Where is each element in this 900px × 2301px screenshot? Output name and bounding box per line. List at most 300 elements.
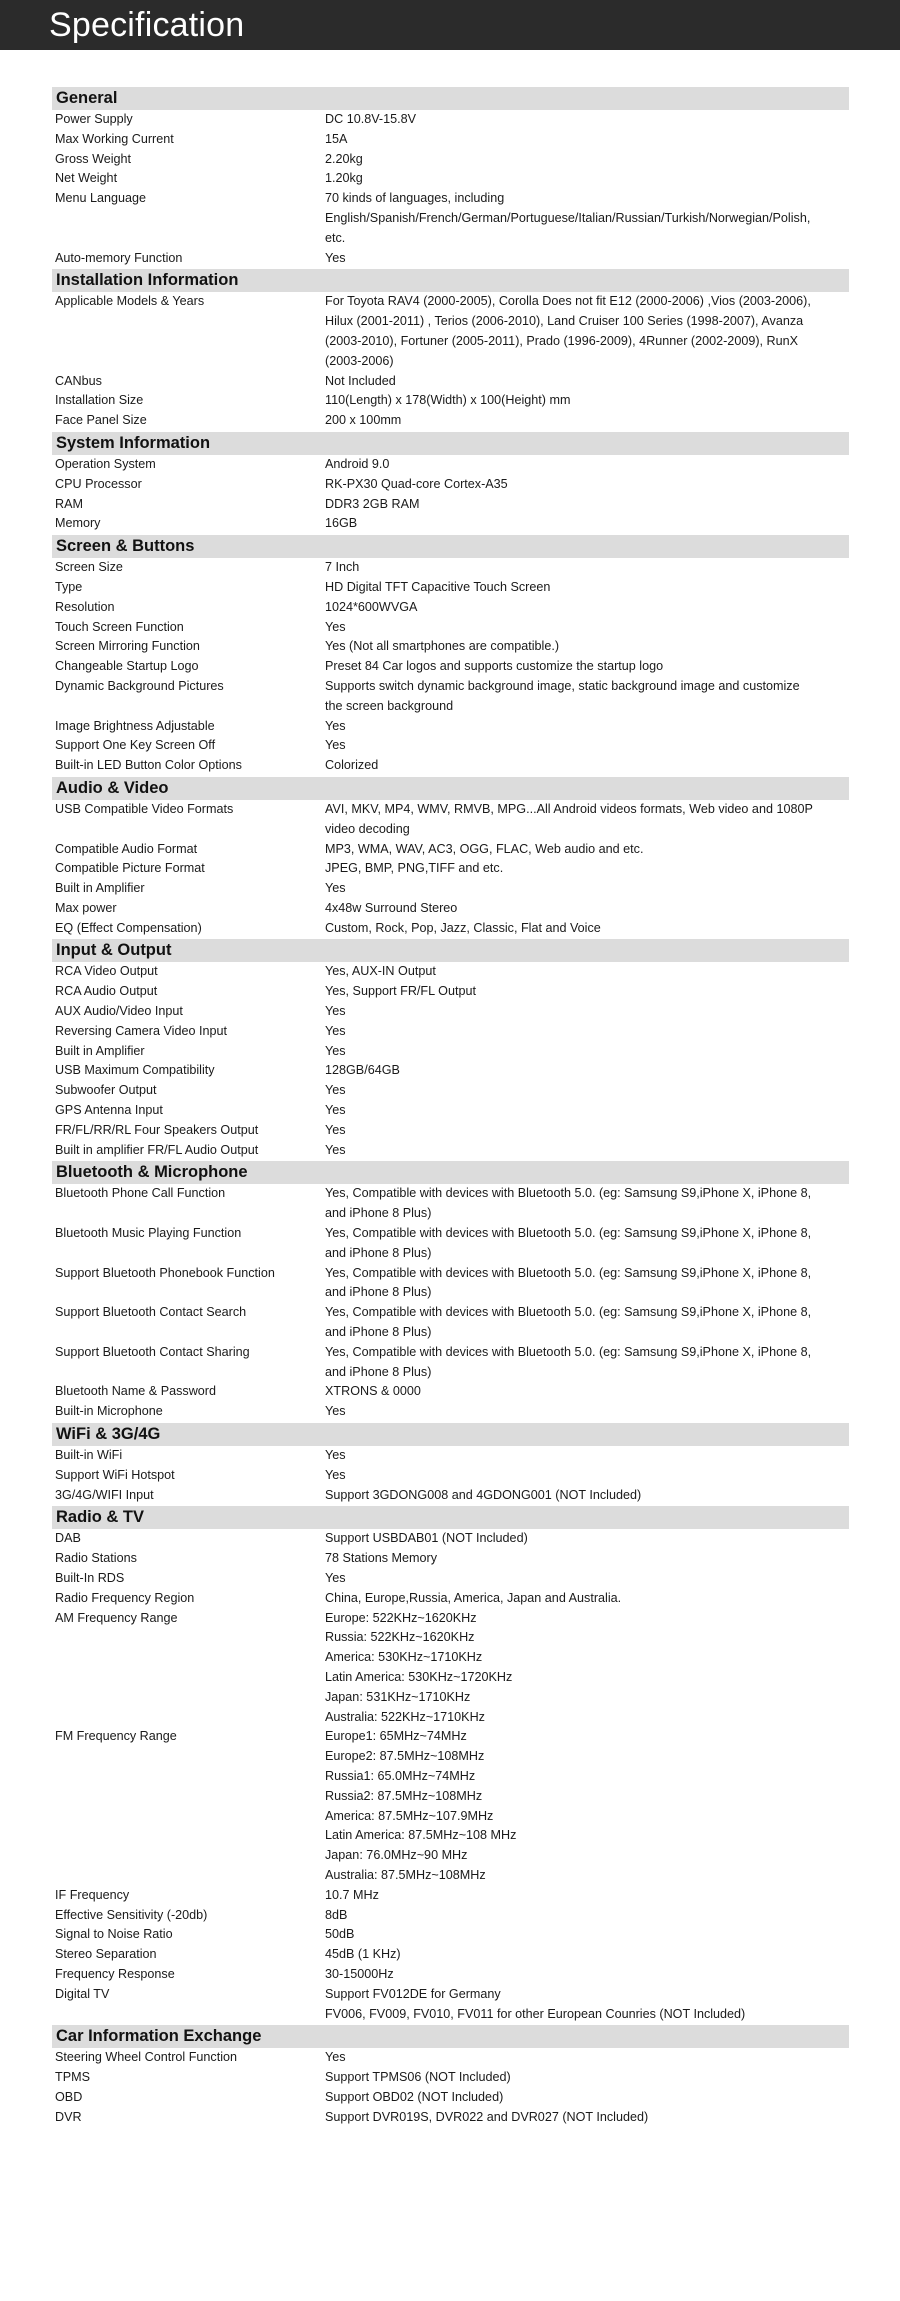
section-header: Installation Information (52, 269, 849, 292)
spec-value (325, 1081, 845, 1101)
spec-row (52, 1141, 849, 1161)
spec-label: Signal to Noise Ratio (55, 1927, 173, 1942)
section-header: System Information (52, 432, 849, 455)
spec-value (325, 1264, 845, 1304)
spec-label: Support One Key Screen Off (55, 738, 216, 753)
spec-label: Operation System (55, 456, 156, 471)
spec-value (325, 169, 845, 189)
spec-row (52, 1264, 849, 1304)
spec-value-line: Support FV012DE for Germany (325, 1986, 501, 2001)
spec-value (325, 1446, 845, 1466)
spec-value (325, 475, 845, 495)
spec-value (325, 1382, 845, 1402)
spec-value (325, 1945, 845, 1965)
spec-value (325, 618, 845, 638)
spec-value-line: video decoding (325, 821, 410, 836)
spec-value-line: Japan: 531KHz~1710KHz (325, 1689, 471, 1704)
spec-row (52, 1727, 849, 1885)
spec-row (52, 1121, 849, 1141)
spec-label: RAM (55, 496, 83, 511)
spec-row (52, 475, 849, 495)
spec-value (325, 756, 845, 776)
spec-value-line: the screen background (325, 698, 454, 713)
spec-value (325, 657, 845, 677)
spec-row (52, 189, 849, 248)
spec-label: Bluetooth Phone Call Function (55, 1186, 226, 1201)
spec-value-line: Support USBDAB01 (NOT Included) (325, 1531, 528, 1546)
spec-value (325, 391, 845, 411)
spec-value (325, 1609, 845, 1728)
spec-label: USB Maximum Compatibility (55, 1063, 215, 1078)
spec-label: Max power (55, 900, 117, 915)
spec-value (325, 800, 845, 840)
spec-label: GPS Antenna Input (55, 1103, 163, 1118)
spec-label: Net Weight (55, 171, 118, 186)
spec-value (325, 2108, 845, 2128)
spec-value-line: MP3, WMA, WAV, AC3, OGG, FLAC, Web audio and etc. (325, 841, 644, 856)
spec-value (325, 1727, 845, 1885)
spec-value (325, 411, 845, 431)
spec-value (325, 1042, 845, 1062)
spec-value-line: For Toyota RAV4 (2000-2005), Corolla Does not fit E12 (2000-2006) ,Vios (2003-2006), (325, 294, 811, 309)
spec-value (325, 249, 845, 269)
spec-value-line: and iPhone 8 Plus) (325, 1285, 432, 1300)
spec-value-line: Yes (325, 250, 346, 265)
spec-value-line: Yes (325, 619, 346, 634)
spec-row (52, 637, 849, 657)
spec-row (52, 1985, 849, 2025)
spec-value-line: and iPhone 8 Plus) (325, 1364, 432, 1379)
spec-value-line: Yes (Not all smartphones are compatible.) (325, 639, 560, 654)
spec-value (325, 1965, 845, 1985)
spec-value-line: Japan: 76.0MHz~90 MHz (325, 1848, 468, 1863)
spec-value-line: Yes (325, 1083, 346, 1098)
spec-value-line: Yes, AUX-IN Output (325, 964, 436, 979)
spec-value-line: Europe2: 87.5MHz~108MHz (325, 1749, 485, 1764)
spec-row (52, 514, 849, 534)
spec-row (52, 1022, 849, 1042)
spec-value-line: 15A (325, 131, 348, 146)
spec-value-line: Yes, Compatible with devices with Bluetooth 5.0. (eg: Samsung S9,iPhone X, iPhone 8, (325, 1226, 812, 1241)
spec-value-line: Android 9.0 (325, 456, 390, 471)
spec-row (52, 391, 849, 411)
spec-value-line: Yes (325, 1571, 346, 1585)
spec-value (325, 962, 845, 982)
spec-label: AM Frequency Range (55, 1610, 178, 1625)
spec-value (325, 1529, 845, 1549)
spec-value (325, 1303, 845, 1343)
spec-label: Touch Screen Function (55, 619, 184, 634)
spec-value-line: 50dB (325, 1927, 355, 1942)
spec-row (52, 249, 849, 269)
spec-row (52, 1224, 849, 1264)
spec-value-line: America: 530KHz~1710KHz (325, 1650, 483, 1665)
spec-value-line: JPEG, BMP, PNG,TIFF and etc. (325, 861, 504, 876)
spec-row (52, 150, 849, 170)
spec-label: Digital TV (55, 1986, 110, 2001)
section-header: Input & Output (52, 939, 849, 962)
spec-value (325, 899, 845, 919)
spec-value-line: 16GB (325, 516, 358, 531)
spec-label: USB Compatible Video Formats (55, 801, 234, 816)
spec-value (325, 1141, 845, 1161)
spec-row (52, 1101, 849, 1121)
spec-value (325, 1985, 845, 2025)
spec-value (325, 677, 845, 717)
spec-value (325, 1061, 845, 1081)
spec-value-line: 128GB/64GB (325, 1063, 400, 1078)
spec-value-line: Preset 84 Car logos and supports customize the startup logo (325, 659, 664, 674)
spec-row (52, 558, 849, 578)
spec-label: Bluetooth Music Playing Function (55, 1226, 242, 1241)
spec-value-line: Europe1: 65MHz~74MHz (325, 1729, 467, 1744)
spec-label: Steering Wheel Control Function (55, 2050, 238, 2065)
spec-label: FR/FL/RR/RL Four Speakers Output (55, 1122, 259, 1137)
spec-row (52, 411, 849, 431)
spec-value (325, 736, 845, 756)
spec-label: OBD (55, 2089, 83, 2104)
spec-value (325, 1589, 845, 1609)
spec-value (325, 1101, 845, 1121)
spec-value-line: Yes, Compatible with devices with Bluetooth 5.0. (eg: Samsung S9,iPhone X, iPhone 8, (325, 1265, 812, 1280)
spec-value-line: English/Spanish/French/German/Portuguese/Italian/Russian/Turkish/Norwegian/Polish, (325, 210, 811, 225)
spec-value-line: 2.20kg (325, 151, 363, 166)
section-header: Bluetooth & Microphone (52, 1161, 849, 1184)
spec-label: Stereo Separation (55, 1947, 157, 1962)
spec-label: FM Frequency Range (55, 1729, 177, 1744)
spec-label: Support Bluetooth Contact Search (55, 1305, 247, 1320)
spec-value-line: Yes (325, 1467, 346, 1482)
spec-value-line: 10.7 MHz (325, 1887, 379, 1902)
spec-value-line: Yes (325, 1448, 346, 1463)
spec-label: CPU Processor (55, 476, 142, 491)
spec-value (325, 189, 845, 248)
spec-label: Subwoofer Output (55, 1083, 157, 1098)
spec-row (52, 1446, 849, 1466)
spec-value-line: and iPhone 8 Plus) (325, 1206, 432, 1221)
spec-label: Auto-memory Function (55, 250, 183, 265)
spec-value-line: Yes, Compatible with devices with Bluetooth 5.0. (eg: Samsung S9,iPhone X, iPhone 8, (325, 1344, 812, 1359)
spec-label: Menu Language (55, 191, 147, 206)
spec-label: Bluetooth Name & Password (55, 1384, 217, 1399)
spec-value-line: America: 87.5MHz~107.9MHz (325, 1808, 494, 1823)
spec-row (52, 1303, 849, 1343)
spec-value-line: Yes (325, 738, 346, 753)
spec-row (52, 1061, 849, 1081)
spec-value (325, 840, 845, 860)
spec-row (52, 962, 849, 982)
spec-label: Memory (55, 516, 101, 531)
spec-row (52, 840, 849, 860)
spec-row (52, 1569, 849, 1589)
spec-label: Applicable Models & Years (55, 294, 205, 309)
spec-value (325, 1022, 845, 1042)
spec-value (325, 1466, 845, 1486)
spec-label: Compatible Audio Format (55, 841, 198, 856)
spec-value (325, 1569, 845, 1589)
spec-label: Built in Amplifier (55, 881, 145, 896)
spec-value (325, 514, 845, 534)
spec-value (325, 717, 845, 737)
spec-row (52, 1081, 849, 1101)
spec-label: Gross Weight (55, 151, 132, 166)
spec-value (325, 1002, 845, 1022)
section-header: Car Information Exchange (52, 2025, 849, 2048)
spec-value-line: Support OBD02 (NOT Included) (325, 2089, 504, 2104)
spec-row (52, 1343, 849, 1383)
spec-value (325, 1121, 845, 1141)
spec-value-line: etc. (325, 230, 346, 245)
spec-row (52, 919, 849, 939)
spec-label: Compatible Picture Format (55, 861, 205, 876)
spec-label: Max Working Current (55, 131, 174, 146)
spec-value (325, 372, 845, 392)
section-header: WiFi & 3G/4G (52, 1423, 849, 1446)
spec-value-line: 45dB (1 KHz) (325, 1947, 401, 1962)
spec-value-line: Yes (325, 1103, 346, 1118)
spec-label: Radio Stations (55, 1551, 137, 1566)
spec-value-line: Europe: 522KHz~1620KHz (325, 1610, 477, 1625)
spec-value-line: 4x48w Surround Stereo (325, 900, 458, 915)
spec-value-line: Support 3GDONG008 and 4GDONG001 (NOT Included) (325, 1487, 642, 1502)
spec-value-line: Not Included (325, 373, 396, 388)
spec-value-line: Supports switch dynamic background image, static background image and customize (325, 678, 800, 693)
spec-value-line: Yes (325, 1122, 346, 1137)
spec-row (52, 736, 849, 756)
spec-value (325, 1184, 845, 1224)
spec-value-line: 7 Inch (325, 560, 360, 575)
spec-label: Type (55, 579, 83, 594)
spec-label: Built in amplifier FR/FL Audio Output (55, 1142, 259, 1157)
spec-label: AUX Audio/Video Input (55, 1004, 183, 1019)
spec-value-line: 1024*600WVGA (325, 599, 418, 614)
spec-label: Built-In RDS (55, 1571, 125, 1585)
spec-value-line: 30-15000Hz (325, 1966, 394, 1981)
spec-value-line: HD Digital TFT Capacitive Touch Screen (325, 579, 551, 594)
spec-row (52, 982, 849, 1002)
spec-value-line: Australia: 87.5MHz~108MHz (325, 1867, 486, 1882)
spec-row (52, 1529, 849, 1549)
section-header: Screen & Buttons (52, 535, 849, 558)
spec-row (52, 1549, 849, 1569)
spec-value-line: 1.20kg (325, 171, 363, 186)
spec-value-line: Yes, Compatible with devices with Bluetooth 5.0. (eg: Samsung S9,iPhone X, iPhone 8, (325, 1305, 812, 1320)
spec-row (52, 372, 849, 392)
spec-value (325, 2088, 845, 2108)
spec-label: IF Frequency (55, 1887, 130, 1902)
spec-value-line: Russia: 522KHz~1620KHz (325, 1630, 475, 1645)
spec-value-line: Yes (325, 1142, 346, 1157)
spec-label: Effective Sensitivity (-20db) (55, 1907, 208, 1922)
spec-row (52, 110, 849, 130)
spec-row (52, 2068, 849, 2088)
spec-value-line: Yes, Support FR/FL Output (325, 984, 476, 999)
spec-label: RCA Video Output (55, 964, 158, 979)
spec-row (52, 756, 849, 776)
spec-table (52, 86, 849, 2128)
spec-value-line: FV006, FV009, FV010, FV011 for other European Counries (NOT Included) (325, 2006, 746, 2021)
spec-label: Screen Mirroring Function (55, 639, 200, 654)
spec-row (52, 1486, 849, 1506)
spec-label: Built-in LED Button Color Options (55, 758, 242, 773)
spec-label: Support WiFi Hotspot (55, 1467, 175, 1482)
spec-row (52, 1589, 849, 1609)
spec-label: TPMS (55, 2070, 90, 2085)
spec-value (325, 1343, 845, 1383)
spec-value (325, 558, 845, 578)
spec-value-line: Hilux (2001-2011) , Terios (2006-2010), Land Cruiser 100 Series (1998-2007), Avanza (325, 314, 804, 329)
spec-value-line: Yes (325, 2050, 346, 2065)
spec-value (325, 130, 845, 150)
spec-value (325, 578, 845, 598)
spec-label: DVR (55, 2109, 82, 2124)
spec-row (52, 495, 849, 515)
spec-value-line: (2003-2006) (325, 353, 394, 368)
page-title: Specification (49, 6, 245, 44)
spec-value-line: Russia2: 87.5MHz~108MHz (325, 1788, 483, 1803)
spec-value (325, 879, 845, 899)
spec-value-line: 70 kinds of languages, including (325, 191, 505, 206)
spec-row (52, 677, 849, 717)
spec-row (52, 169, 849, 189)
spec-label: 3G/4G/WIFI Input (55, 1487, 154, 1502)
spec-value-line: Yes, Compatible with devices with Bluetooth 5.0. (eg: Samsung S9,iPhone X, iPhone 8, (325, 1186, 812, 1201)
spec-value-line: 110(Length) x 178(Width) x 100(Height) mm (325, 393, 571, 408)
spec-label: Reversing Camera Video Input (55, 1023, 227, 1038)
spec-label: Image Brightness Adjustable (55, 718, 215, 733)
spec-value (325, 598, 845, 618)
spec-row (52, 2108, 849, 2128)
spec-row (52, 2088, 849, 2108)
spec-value (325, 637, 845, 657)
spec-label: EQ (Effect Compensation) (55, 920, 202, 935)
spec-value-line: and iPhone 8 Plus) (325, 1245, 432, 1260)
spec-label: Installation Size (55, 393, 144, 408)
spec-row (52, 598, 849, 618)
spec-value (325, 859, 845, 879)
spec-value (325, 2068, 845, 2088)
spec-value-line: Support DVR019S, DVR022 and DVR027 (NOT Included) (325, 2109, 649, 2124)
spec-row (52, 1945, 849, 1965)
spec-label: Power Supply (55, 112, 133, 126)
spec-row (52, 717, 849, 737)
spec-row (52, 1925, 849, 1945)
spec-label: Radio Frequency Region (55, 1590, 195, 1605)
spec-value (325, 1486, 845, 1506)
spec-row (52, 859, 849, 879)
section-header: Radio & TV (52, 1506, 849, 1529)
spec-value (325, 1906, 845, 1926)
spec-value-line: Latin America: 87.5MHz~108 MHz (325, 1828, 517, 1843)
spec-value-line: Yes (325, 718, 346, 733)
spec-value-line: 78 Stations Memory (325, 1551, 437, 1566)
spec-label: Screen Size (55, 560, 123, 575)
spec-row (52, 618, 849, 638)
spec-value (325, 1549, 845, 1569)
spec-row (52, 1965, 849, 1985)
spec-row (52, 1382, 849, 1402)
spec-row (52, 1042, 849, 1062)
spec-label: RCA Audio Output (55, 984, 158, 999)
spec-row (52, 455, 849, 475)
spec-value (325, 1224, 845, 1264)
spec-row (52, 1886, 849, 1906)
spec-row (52, 899, 849, 919)
spec-value-line: DDR3 2GB RAM (325, 496, 420, 511)
section-header: General (52, 87, 849, 110)
spec-row (52, 292, 849, 371)
spec-row (52, 1184, 849, 1224)
spec-label: Frequency Response (55, 1966, 175, 1981)
spec-value (325, 455, 845, 475)
spec-value-line: 200 x 100mm (325, 413, 402, 428)
spec-value-line: Yes (325, 1404, 346, 1419)
spec-label: Dynamic Background Pictures (55, 678, 224, 693)
spec-value-line: (2003-2010), Fortuner (2005-2011), Prado (1996-2009), 4Runner (2002-2009), RunX (325, 333, 799, 348)
spec-value-line: Yes (325, 1004, 346, 1019)
spec-row (52, 130, 849, 150)
spec-row (52, 657, 849, 677)
spec-label: Built in Amplifier (55, 1043, 145, 1058)
spec-value (325, 919, 845, 939)
spec-value-line: XTRONS & 0000 (325, 1384, 421, 1399)
spec-value-line: Australia: 522KHz~1710KHz (325, 1709, 485, 1724)
spec-value-line: Yes (325, 1023, 346, 1038)
spec-value-line: Colorized (325, 758, 379, 773)
spec-label: CANbus (55, 373, 102, 388)
spec-value-line: RK-PX30 Quad-core Cortex-A35 (325, 476, 508, 491)
spec-value-line: AVI, MKV, MP4, WMV, RMVB, MPG...All Android videos formats, Web video and 1080P (325, 801, 813, 816)
spec-value (325, 1402, 845, 1422)
page-header (0, 0, 900, 50)
spec-row (52, 1402, 849, 1422)
spec-label: Built-in WiFi (55, 1448, 123, 1463)
spec-label: Support Bluetooth Phonebook Function (55, 1265, 275, 1280)
spec-value-line: Custom, Rock, Pop, Jazz, Classic, Flat and Voice (325, 920, 601, 935)
spec-value (325, 110, 845, 130)
spec-label: DAB (55, 1531, 81, 1546)
spec-label: Resolution (55, 599, 115, 614)
spec-value (325, 2048, 845, 2068)
spec-value (325, 495, 845, 515)
spec-row (52, 1002, 849, 1022)
spec-value (325, 292, 845, 371)
spec-row (52, 1609, 849, 1728)
spec-row (52, 800, 849, 840)
spec-row (52, 2048, 849, 2068)
spec-value-line: Yes (325, 1043, 346, 1058)
spec-value-line: and iPhone 8 Plus) (325, 1325, 432, 1340)
spec-label: Face Panel Size (55, 413, 147, 428)
spec-value (325, 1925, 845, 1945)
spec-value-line: Russia1: 65.0MHz~74MHz (325, 1768, 476, 1783)
spec-row (52, 879, 849, 899)
spec-row (52, 578, 849, 598)
spec-value-line: 8dB (325, 1907, 348, 1922)
spec-value-line: Yes (325, 881, 346, 896)
spec-value-line: DC 10.8V-15.8V (325, 112, 417, 126)
spec-row (52, 1906, 849, 1926)
spec-value-line: Support TPMS06 (NOT Included) (325, 2070, 511, 2085)
spec-label: Built-in Microphone (55, 1404, 163, 1419)
spec-value (325, 1886, 845, 1906)
spec-label: Changeable Startup Logo (55, 659, 199, 674)
spec-value (325, 150, 845, 170)
spec-label: Support Bluetooth Contact Sharing (55, 1344, 250, 1359)
spec-row (52, 1466, 849, 1486)
spec-value-line: Latin America: 530KHz~1720KHz (325, 1669, 513, 1684)
section-header: Audio & Video (52, 777, 849, 800)
